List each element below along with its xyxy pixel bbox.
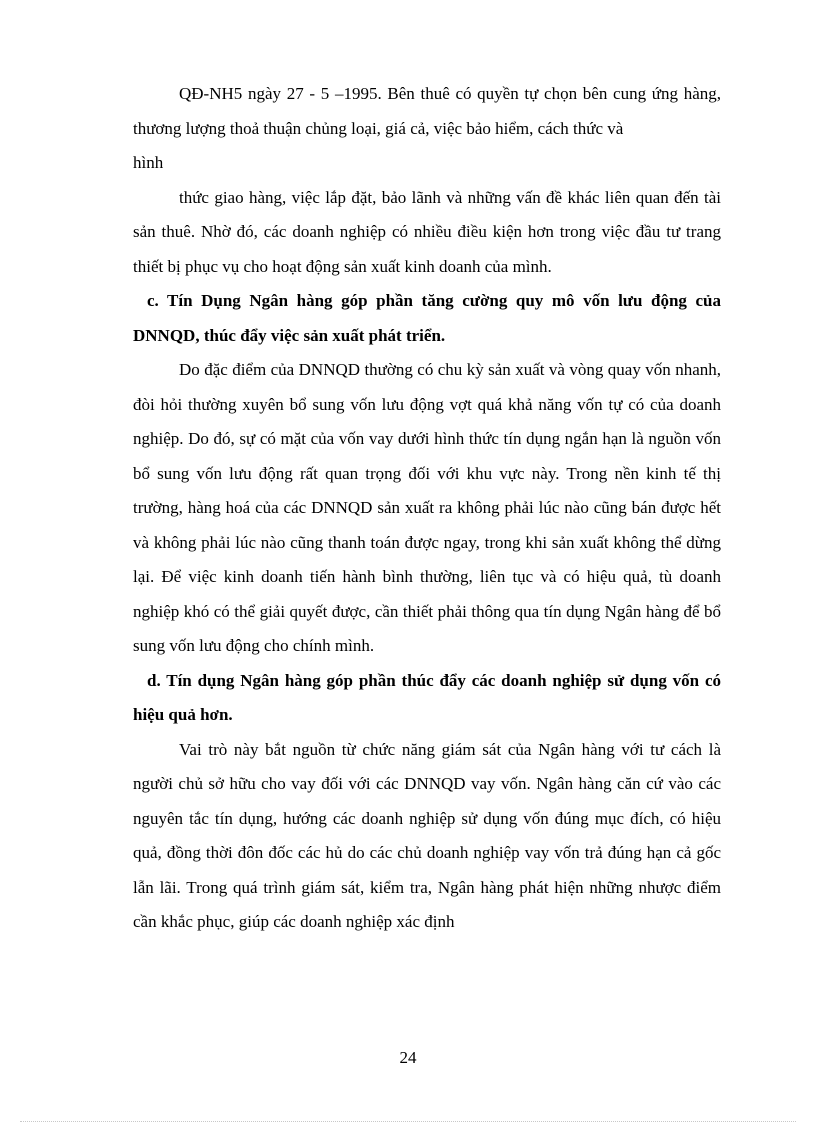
paragraph-supervision: Vai trò này bắt nguồn từ chức năng giám sát của Ngân hàng với tư cách là người chủ sở hữu cho vay đối với các DNNQD vay vốn. Ngân hàng căn cứ vào các nguyên tắc tín dụng, hướng các doanh nghiệp sử dụng vốn đúng mục đích, có hiệu quả, đồng thời đôn đốc các hủ do các chủ doanh nghiệp vay vốn trả đúng hạn cả gốc lẫn lãi. Trong quá trình giám sát, kiểm tra, Ngân hàng phát hiện những nhược điểm cần khắc phục, giúp các doanh nghiệp xác định: [133, 739, 721, 931]
section-heading-c: c. Tín Dụng Ngân hàng góp phần tăng cường quy mô vốn lưu động của DNNQD, thúc đẩy việc sản xuất phát triển.: [133, 291, 721, 345]
page-number: 24: [399, 1048, 417, 1067]
paragraph-leasing: thức giao hàng, việc lắp đặt, bảo lãnh và những vấn đề khác liên quan đến tài sản thuê. Nhờ đó, các doanh nghiệp có nhiều điều kiện hơn trong việc đầu tư trang thiết bị phục vụ cho hoạt động sản xuất kinh doanh của mình.: [133, 187, 721, 276]
body-text: [133, 77, 721, 940]
section-heading-d: d. Tín dụng Ngân hàng góp phần thúc đẩy các doanh nghiệp sử dụng vốn có hiệu quả hơn.: [133, 670, 721, 724]
page-bottom-divider: [20, 1121, 796, 1122]
paragraph-working-capital: Do đặc điểm của DNNQD thường có chu kỳ sản xuất và vòng quay vốn nhanh, đòi hỏi thường xuyên bổ sung vốn lưu động vợt quá khả năng vốn tự có của doanh nghiệp. Do đó, sự có mặt của vốn vay dưới hình thức tín dụng ngắn hạn là nguồn vốn bổ sung vốn lưu động rất quan trọng đối với khu vực này. Trong nền kinh tế thị trường, hàng hoá của các DNNQD sản xuất ra không phải lúc nào cũng bán được hết và không phải lúc nào cũng thanh toán được ngay, trong khi sản xuất không thể dừng lại. Để việc kinh doanh tiến hành bình thường, liên tục và có hiệu quả, tù doanh nghiệp khó có thể giải quyết được, cần thiết phải thông qua tín dụng Ngân hàng để bổ sung vốn lưu động cho chính mình.: [133, 360, 721, 655]
paragraph-continuation: QĐ-NH5 ngày 27 - 5 –1995. Bên thuê có quyền tự chọn bên cung ứng hàng, thương lượng thoả thuận chủng loại, giá cả, việc bảo hiểm, cách thức và: [133, 84, 721, 138]
paragraph-fragment: hình: [133, 153, 164, 172]
